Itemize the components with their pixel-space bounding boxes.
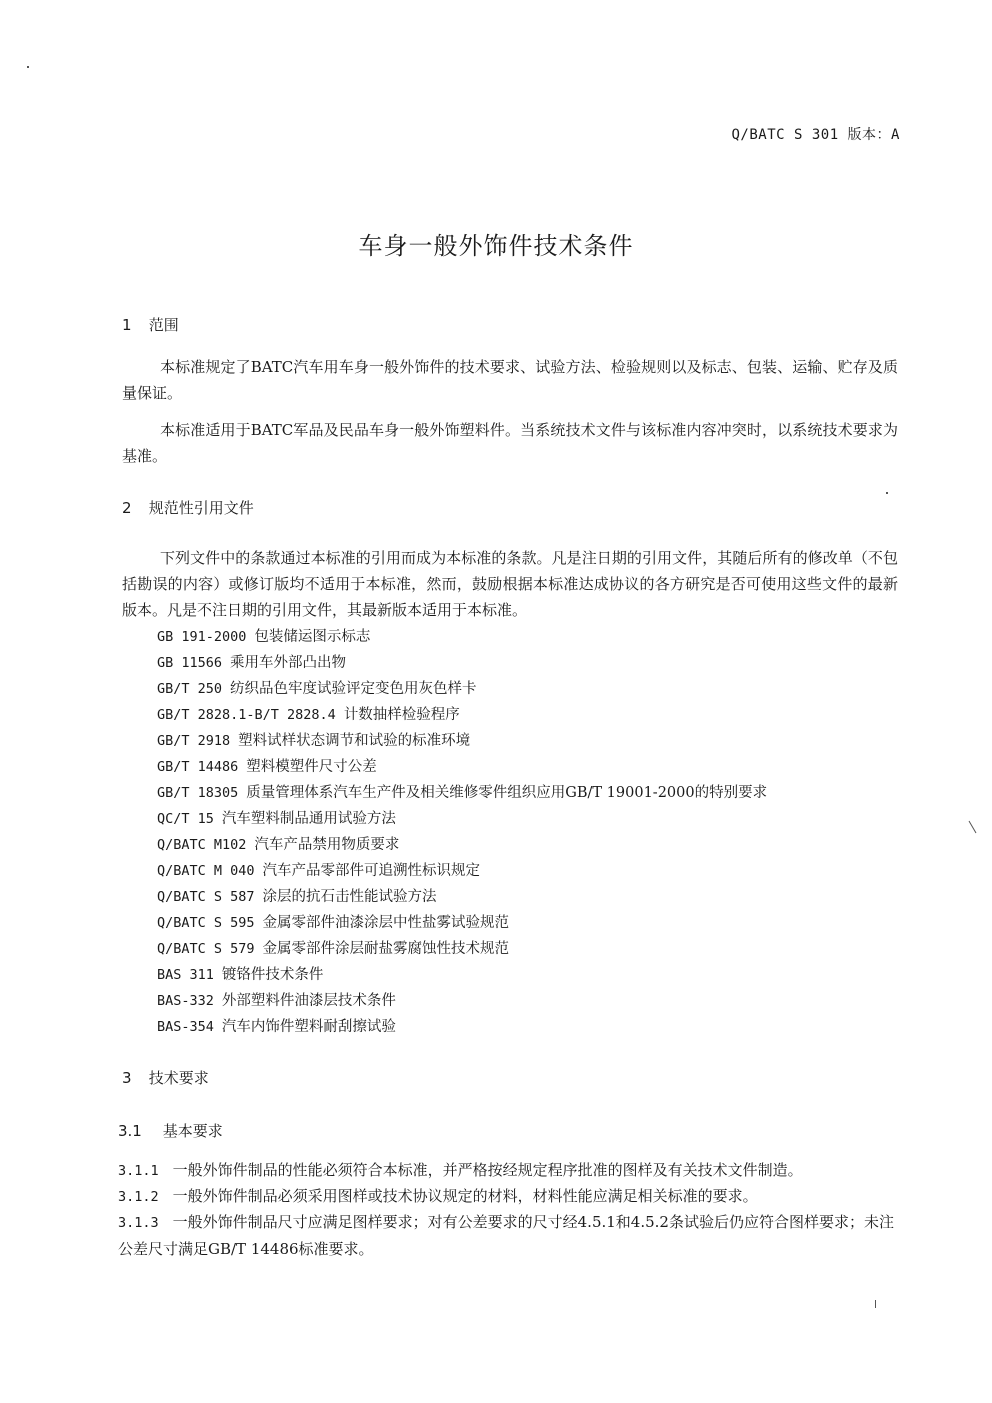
reference-item [157,962,767,988]
reference-title: 计数抽样检验程序 [343,707,460,723]
clause-number: 3.1.2 [118,1189,159,1205]
reference-code: GB 191-2000 [157,629,247,645]
reference-title: 外部塑料件油漆层技术条件 [221,993,396,1009]
reference-code: GB 11566 [157,655,223,671]
reference-title: 金属零部件涂层耐盐雾腐蚀性技术规范 [262,941,510,957]
reference-item [157,936,767,962]
reference-item [157,884,767,910]
reference-item [157,988,767,1014]
reference-title: 汽车产品零部件可追溯性标识规定 [262,863,481,879]
clause-3-1-2 [118,1183,898,1210]
reference-code: Q/BATC S 595 [157,915,255,931]
reference-code: Q/BATC S 587 [157,889,255,905]
section-title: 范围 [148,316,179,334]
reference-title: 包装储运图示标志 [254,629,371,645]
scan-speck [27,66,29,68]
reference-code: Q/BATC M 040 [157,863,255,879]
reference-title: 纺织品色牢度试验评定变色用灰色样卡 [230,681,477,697]
reference-item [157,624,767,650]
reference-title: 汽车内饰件塑料耐刮擦试验 [221,1019,396,1035]
section-1-heading [122,314,179,335]
document-title: 车身一般外饰件技术条件 [358,232,634,260]
reference-title: 质量管理体系汽车生产件及相关维修零件组织应用GB/T 19001-2000的特别要求 [246,785,768,801]
section-number: 2 [122,499,132,517]
clause-text: 一般外饰件制品的性能必须符合本标准，并严格按经规定程序批准的图样及有关技术文件制造。 [172,1161,803,1179]
reference-code: BAS 311 [157,967,214,983]
reference-code: GB/T 250 [157,681,223,697]
reference-item [157,858,767,884]
clause-text: 一般外饰件制品必须采用图样或技术协议规定的材料，材料性能应满足相关标准的要求。 [172,1187,758,1205]
reference-code: BAS-354 [157,1019,214,1035]
references-intro: 下列文件中的条款通过本标准的引用而成为本标准的条款。凡是注日期的引用文件，其随后所有的修改单（不包括勘误的内容）或修订版均不适用于本标准，然而，鼓励根据本标准达成协议的各方研究是否可使用这些文件的最新版本。凡是不注日期的引用文件，其最新版本适用于本标准。 [122,549,898,619]
reference-code: Q/BATC S 579 [157,941,255,957]
reference-title: 汽车塑料制品通用试验方法 [221,811,396,827]
reference-title: 镀铬件技术条件 [221,967,324,983]
reference-code: GB/T 2918 [157,733,231,749]
reference-title: 汽车产品禁用物质要求 [254,837,400,853]
subsection-number: 3.1 [118,1122,142,1140]
clause-number: 3.1.3 [118,1215,159,1231]
clause-number: 3.1.1 [118,1163,159,1179]
reference-title: 涂层的抗石击性能试验方法 [262,889,437,905]
section-title: 技术要求 [148,1069,209,1087]
reference-item [157,832,767,858]
reference-item [157,650,767,676]
normative-reference-list [157,624,767,1040]
reference-code: GB/T 14486 [157,759,239,775]
reference-title: 金属零部件油漆涂层中性盐雾试验规范 [262,915,510,931]
clause-3-1-3 [118,1209,898,1262]
clause-3-1-1 [118,1157,898,1184]
scan-speck [886,492,888,494]
reference-code: Q/BATC M102 [157,837,247,853]
reference-code: GB/T 2828.1-B/T 2828.4 [157,707,336,723]
reference-item [157,676,767,702]
section-number: 3 [122,1069,132,1087]
subsection-3-1-heading [118,1120,223,1141]
scope-paragraph-2: 本标准适用于BATC军品及民品车身一般外饰塑料件。当系统技术文件与该标准内容冲突时，以系统技术要求为基准。 [122,421,898,465]
clause-text: 一般外饰件制品尺寸应满足图样要求；对有公差要求的尺寸经4.5.1和4.5.2条试验后仍应符合图样要求；未注公差尺寸满足GB/T 14486标准要求。 [118,1213,894,1258]
reference-title: 乘用车外部凸出物 [230,655,347,671]
reference-item [157,702,767,728]
reference-item [157,1014,767,1040]
scope-paragraph-1: 本标准规定了BATC汽车用车身一般外饰件的技术要求、试验方法、检验规则以及标志、包装、运输、贮存及质量保证。 [122,358,898,402]
reference-code: QC/T 15 [157,811,214,827]
reference-item [157,910,767,936]
reference-code: GB/T 18305 [157,785,239,801]
reference-item [157,780,767,806]
reference-item [157,728,767,754]
scan-speck [969,821,977,834]
reference-code: BAS-332 [157,993,214,1009]
document-reference: Q/BATC S 301 版本：A [731,127,900,143]
reference-title: 塑料试样状态调节和试验的标准环境 [238,733,471,749]
scan-speck [875,1300,876,1308]
section-3-heading [122,1067,209,1088]
section-number: 1 [122,316,132,334]
section-title: 规范性引用文件 [148,499,254,517]
subsection-title: 基本要求 [162,1122,223,1140]
section-2-heading [122,497,254,518]
reference-item [157,806,767,832]
reference-title: 塑料模塑件尺寸公差 [246,759,377,775]
reference-item [157,754,767,780]
